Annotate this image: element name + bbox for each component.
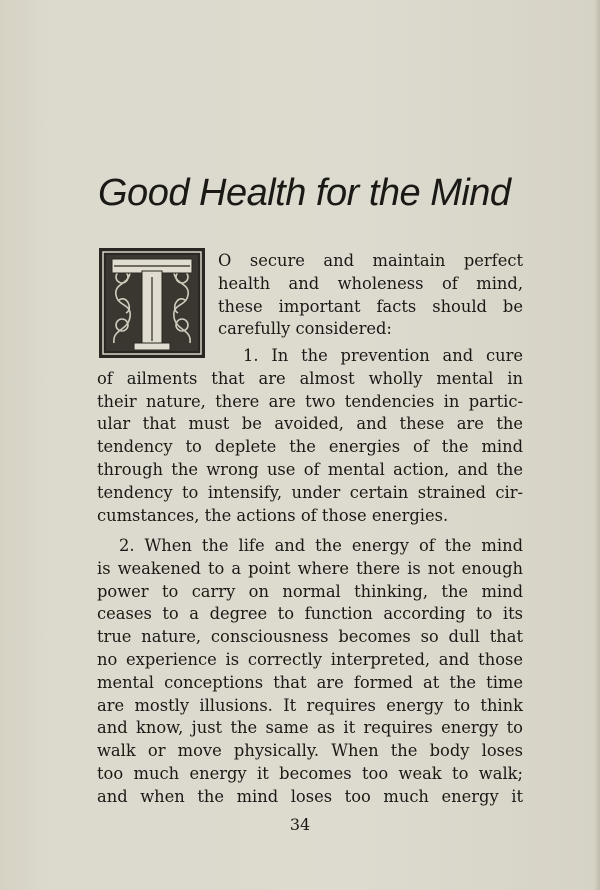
text-line: their nature, there are two tendencies in partic- [97, 391, 523, 411]
intro-text [218, 250, 523, 341]
text-line: tendency to deplete the energies of the mind [97, 437, 523, 457]
text-line: walk or move physically. When the body loses [97, 741, 523, 761]
text-line: these important facts should be [218, 296, 523, 316]
text-line: cumstances, the actions of those energies. [97, 505, 449, 525]
text-line: and know, just the same as it requires energy to [97, 718, 523, 738]
text-line: health and wholeness of mind, [218, 273, 523, 293]
text-line: is weakened to a point where there is not enough [97, 558, 523, 578]
paragraph-2 [97, 535, 523, 809]
text-line: tendency to intensify, under certain strained cir- [97, 482, 523, 502]
text-line: are mostly illusions. It requires energy to think [97, 695, 523, 715]
text-line: 1. In the prevention and cure [243, 346, 523, 365]
paragraph-1 [97, 345, 523, 527]
text-line: true nature, consciousness becomes so dull that [97, 627, 523, 647]
text-line: carefully considered: [218, 319, 392, 339]
text-line: power to carry on normal thinking, the mind [97, 581, 523, 601]
text-line: mental conceptions that are formed at the time [97, 672, 523, 692]
text-line: O secure and maintain perfect [218, 251, 523, 270]
ornamental-drop-cap-t-icon [98, 247, 206, 359]
text-line: no experience is correctly interpreted, and those [97, 649, 523, 669]
chapter-title: Good Health for the Mind [98, 172, 511, 214]
text-line: through the wrong use of mental action, and the [97, 459, 523, 479]
text-line: of ailments that are almost wholly mental in [97, 368, 523, 388]
text-line: and when the mind loses too much energy it [97, 786, 523, 806]
page-number: 34 [289, 815, 311, 834]
text-line: ular that must be avoided, and these are the [97, 414, 523, 434]
text-line: ceases to a degree to function according to its [97, 604, 523, 624]
text-line: 2. When the life and the energy of the mind [119, 536, 523, 555]
text-line: too much energy it becomes too weak to walk; [97, 763, 523, 783]
page-edge-shadow [594, 0, 600, 890]
